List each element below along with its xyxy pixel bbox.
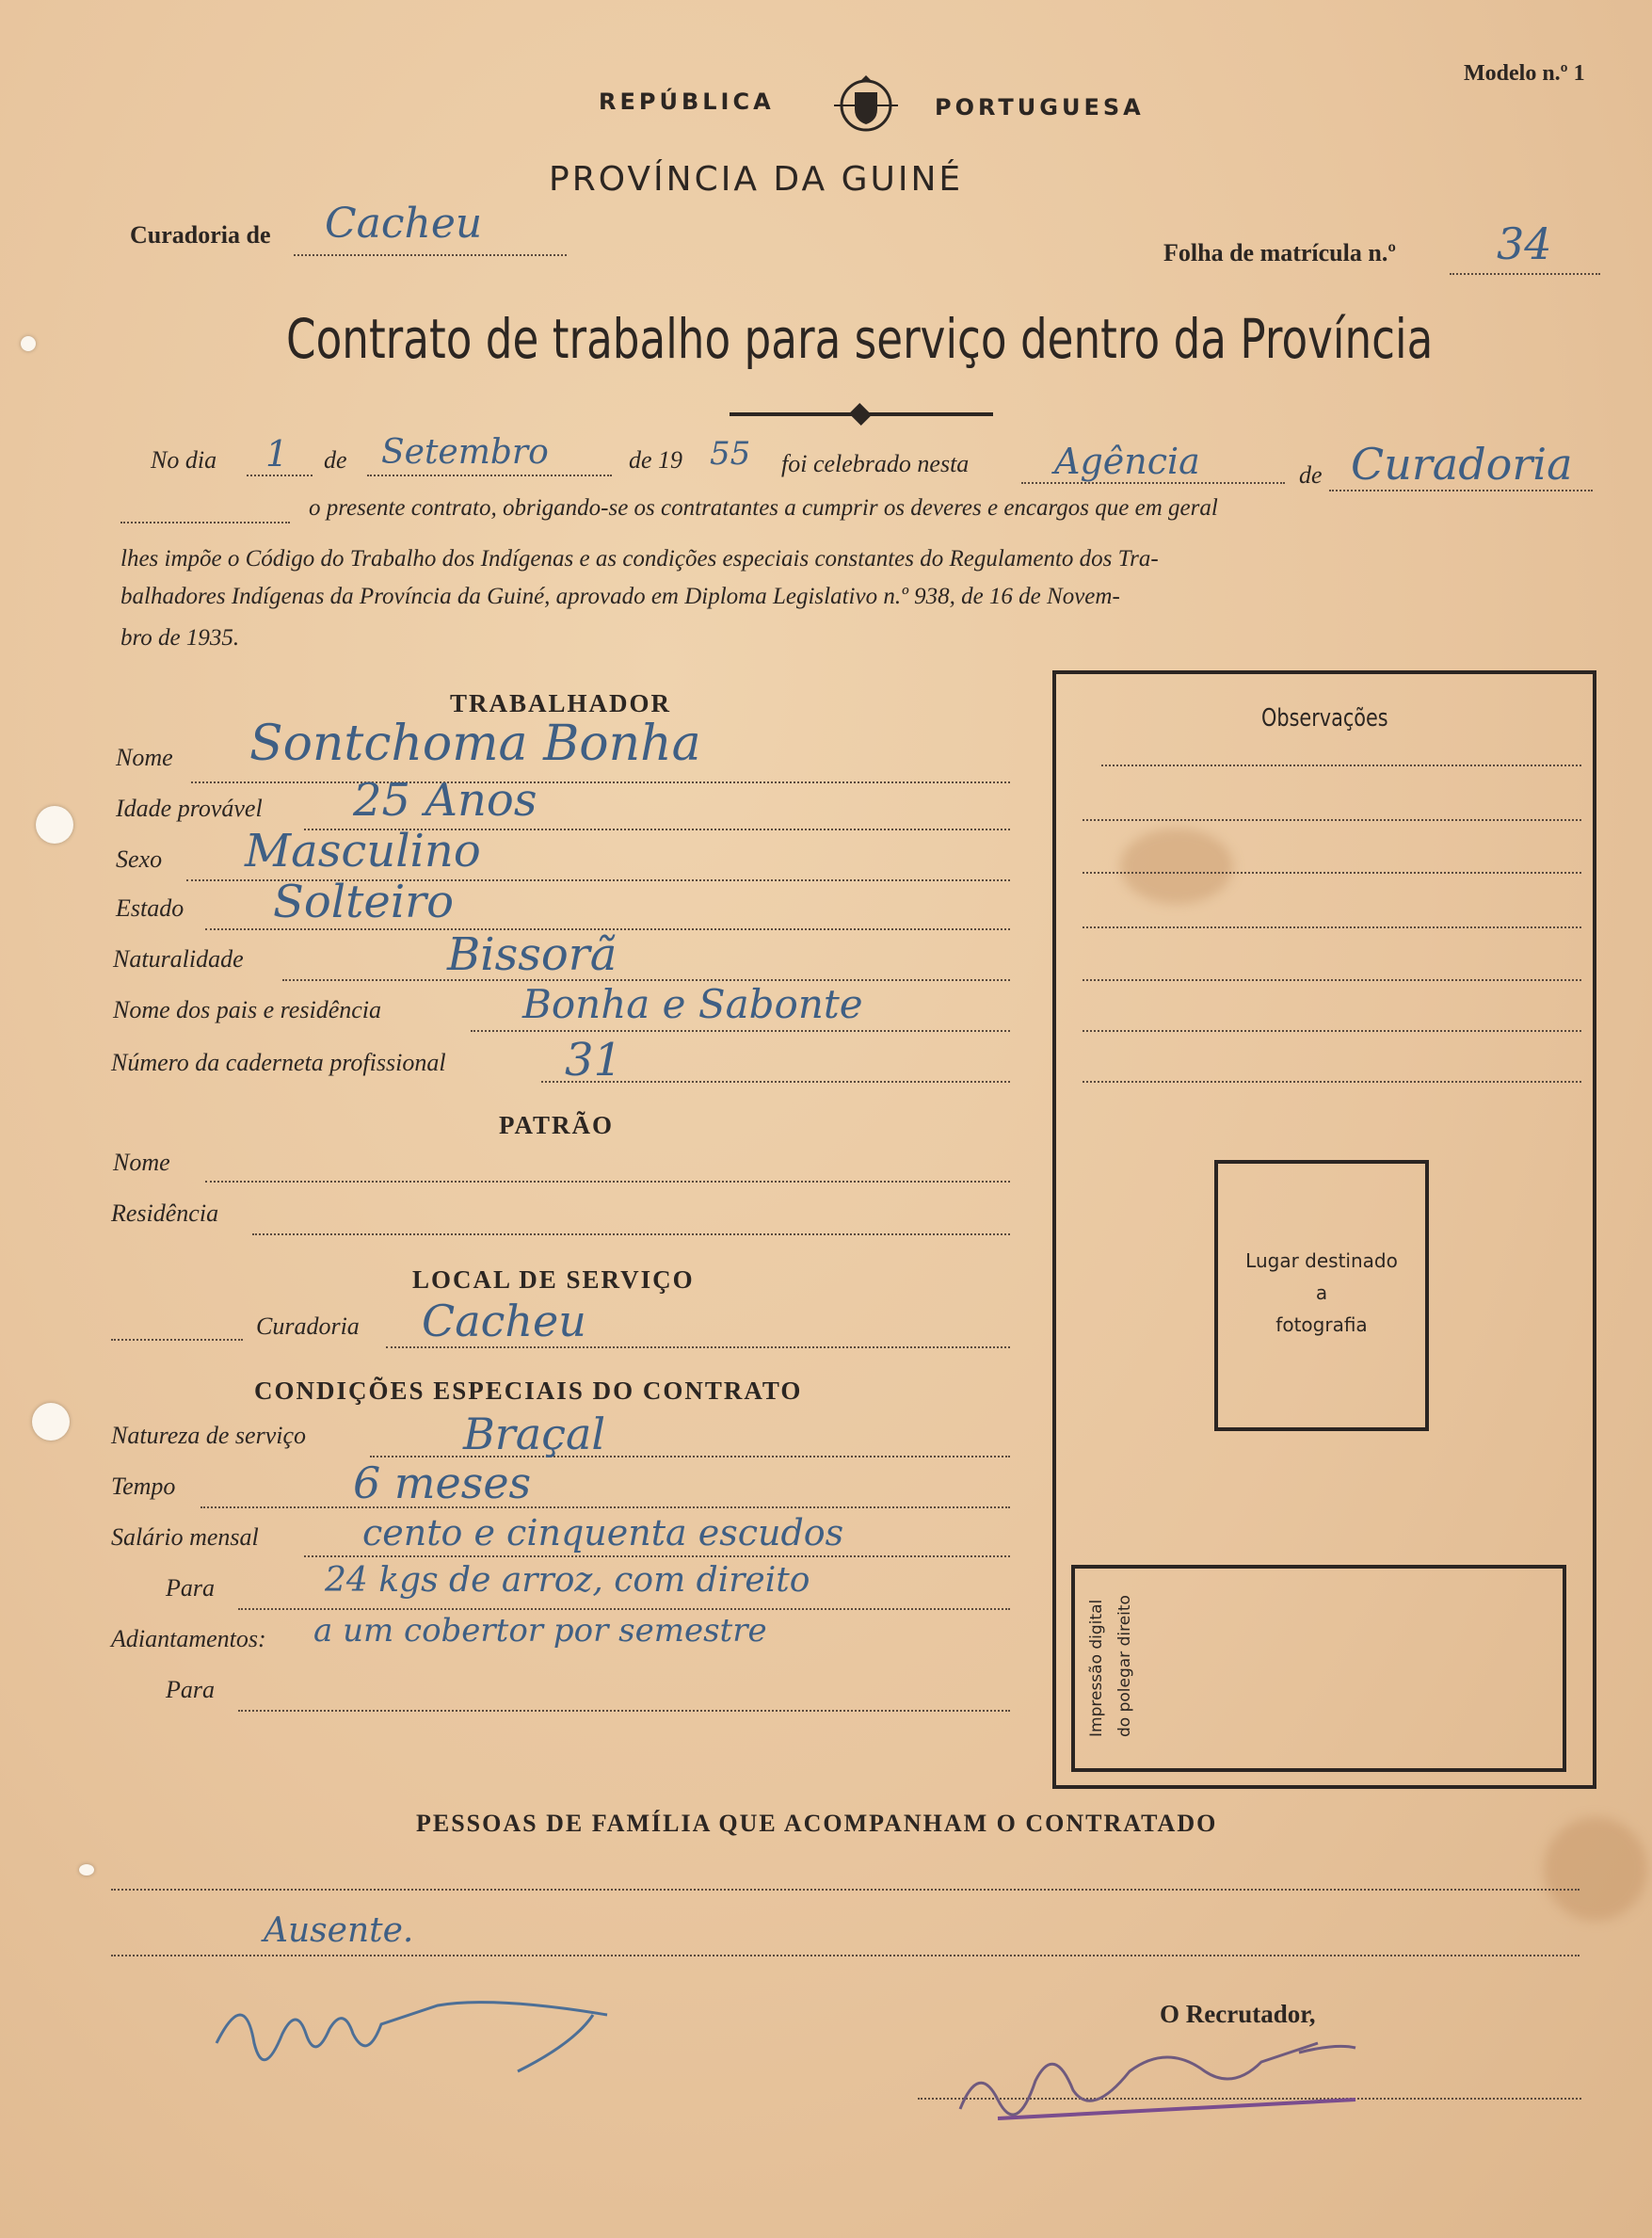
local-curadoria-value: Cacheu (422, 1296, 586, 1346)
photo-label-line1: Lugar destinado (1245, 1249, 1398, 1272)
intro-year: 55 (710, 435, 751, 473)
patrao-heading: PATRÃO (499, 1111, 614, 1139)
trabalhador-estado-value: Solteiro (273, 876, 455, 928)
condicoes-natureza-value: Braçal (463, 1409, 606, 1459)
curadoria-label: Curadoria de (130, 221, 271, 249)
condicoes-adiantamentos-label: Adiantamentos: (111, 1625, 266, 1652)
family-value: Ausente. (264, 1911, 414, 1950)
curadoria-value: Cacheu (325, 200, 483, 248)
condicoes-para2-label: Para (166, 1676, 215, 1703)
condicoes-adiantamentos-value: a um cobertor por semestre (313, 1612, 767, 1650)
punch-hole (79, 1864, 94, 1876)
paper-stain (1544, 1817, 1647, 1921)
condicoes-salario-label: Salário mensal (111, 1523, 259, 1551)
intro-line-5: bro de 1935. (120, 625, 240, 651)
condicoes-tempo-value: 6 meses (353, 1457, 532, 1508)
thumbprint-box (1071, 1565, 1566, 1772)
local-curadoria-label: Curadoria (256, 1312, 360, 1340)
folha-value: 34 (1497, 218, 1552, 269)
condicoes-para1-value: 24 kgs de arroz, com direito (325, 1561, 810, 1600)
intro-de2: de (1299, 461, 1323, 489)
intro-line-3: lhes impõe o Código do Trabalho dos Indígenas e as condições especiais constantes do Regulamento dos Tra- (120, 546, 1159, 572)
condicoes-natureza-label: Natureza de serviço (111, 1422, 306, 1449)
trabalhador-sexo-value: Masculino (245, 825, 481, 877)
patrao-residencia-label: Residência (111, 1200, 219, 1227)
intro-line-4: balhadores Indígenas da Província da Guiné, aprovado em Diploma Legislativo n.º 938, de 16 de Novem- (120, 584, 1120, 609)
condicoes-para1-label: Para (166, 1574, 215, 1602)
trabalhador-heading: TRABALHADOR (450, 689, 672, 717)
recrutador-signature (941, 2024, 1393, 2137)
trabalhador-naturalidade-value: Bissorã (447, 928, 617, 981)
punch-hole (21, 336, 36, 351)
province-title: PROVÍNCIA DA GUINÉ (549, 160, 964, 199)
local-heading: LOCAL DE SERVIÇO (412, 1265, 695, 1294)
intro-de19: de 19 (629, 446, 683, 474)
trabalhador-nome-value: Sontchoma Bonha (249, 716, 701, 772)
intro-celebrado: foi celebrado nesta (781, 450, 970, 477)
photo-label (1214, 1245, 1429, 1341)
trabalhador-nome-label: Nome (116, 744, 173, 771)
condicoes-tempo-label: Tempo (111, 1473, 176, 1500)
divider-ornament (849, 403, 872, 426)
trabalhador-caderneta-value: 31 (565, 1034, 623, 1087)
intro-place2: Curadoria (1351, 439, 1573, 490)
republic-right: PORTUGUESA (935, 94, 1145, 121)
trabalhador-idade-value: 25 Anos (353, 774, 537, 827)
coat-of-arms-icon (826, 73, 906, 134)
trabalhador-sexo-label: Sexo (116, 845, 163, 873)
trabalhador-estado-label: Estado (116, 894, 184, 922)
patrao-nome-label: Nome (113, 1149, 170, 1176)
model-number: Modelo n.º 1 (1464, 61, 1585, 86)
handwritten-signature (198, 1968, 631, 2081)
intro-no-dia: No dia (151, 446, 217, 474)
trabalhador-caderneta-label: Número da caderneta profissional (111, 1049, 446, 1076)
trabalhador-pais-value: Bonha e Sabonte (522, 981, 863, 1027)
trabalhador-naturalidade-label: Naturalidade (113, 945, 244, 973)
intro-day: 1 (265, 433, 289, 475)
trabalhador-idade-label: Idade provável (116, 795, 263, 822)
document-title: Contrato de trabalho para serviço dentro da Província (286, 307, 1434, 371)
punch-hole (36, 806, 73, 844)
thumb-label-line2: do polegar direito (1115, 1595, 1134, 1737)
intro-line-2: o presente contrato, obrigando-se os contratantes a cumprir os deveres e encargos que em geral (309, 495, 1218, 521)
trabalhador-pais-label: Nome dos pais e residência (113, 996, 381, 1023)
thumb-label-line1: Impressão digital (1087, 1599, 1106, 1737)
intro-month: Setembro (381, 433, 549, 472)
family-heading: PESSOAS DE FAMÍLIA QUE ACOMPANHAM O CONTRATADO (416, 1810, 1218, 1837)
intro-de1: de (324, 446, 347, 474)
republic-left: REPÚBLICA (599, 89, 775, 115)
condicoes-salario-value: cento e cinquenta escudos (362, 1512, 844, 1554)
folha-label: Folha de matrícula n.º (1163, 239, 1396, 266)
intro-place: Agência (1054, 441, 1200, 482)
thumbprint-label (1083, 1549, 1139, 1737)
punch-hole (32, 1403, 70, 1441)
observacoes-label: Observações (1261, 704, 1388, 733)
photo-label-line3: fotografia (1275, 1313, 1368, 1336)
condicoes-heading: CONDIÇÕES ESPECIAIS DO CONTRATO (254, 1377, 803, 1405)
photo-label-line2: a (1315, 1281, 1328, 1304)
recrutador-label: O Recrutador, (1160, 2000, 1316, 2028)
